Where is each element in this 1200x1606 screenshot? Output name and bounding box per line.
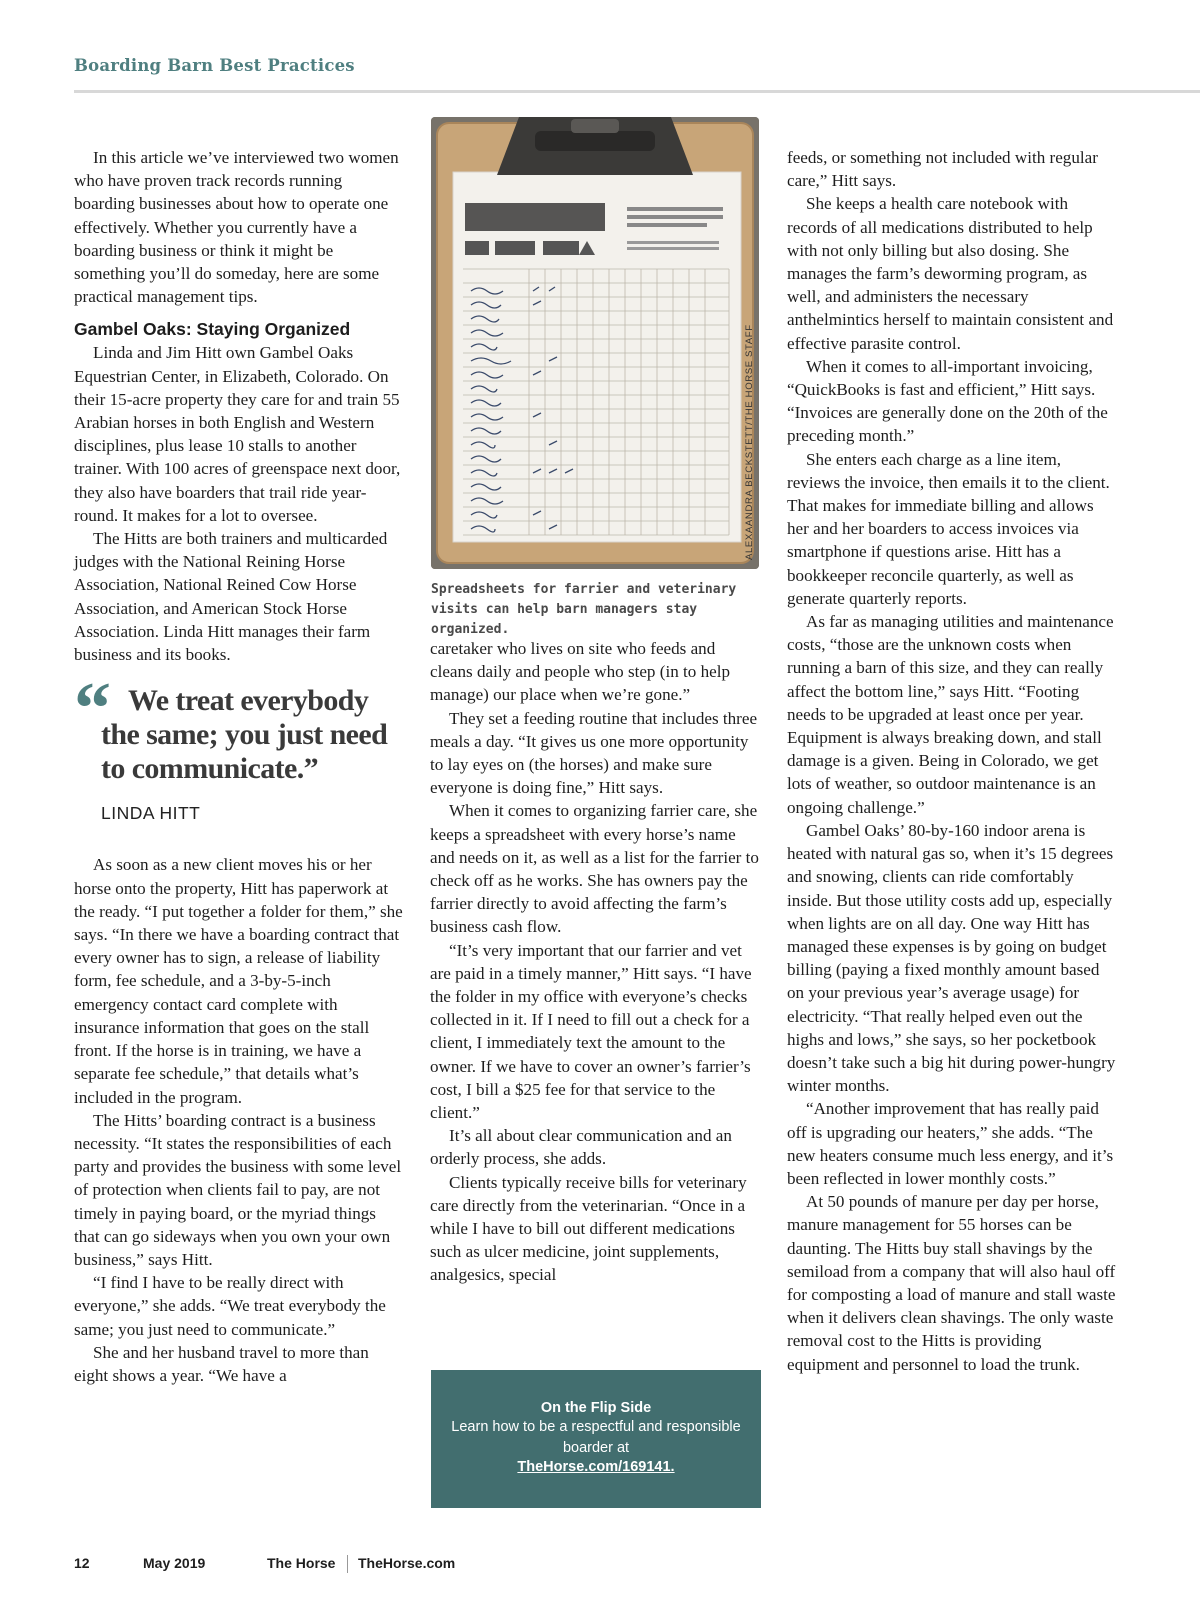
column-1 — [74, 146, 404, 1387]
flip-side-body: Learn how to be a respectful and responsible boarder at — [451, 1419, 741, 1456]
body-paragraph: Gambel Oaks’ 80-by-160 indoor arena is heated with natural gas so, when it’s 15 degrees and snowing, clients can ride comfortably inside. But those utility costs add up, especially when lights are on all day. One way Hitt has managed these expenses is by going on budget billing (paying a fixed monthly amount based on your previous year’s average usage) for electricity. “That really helped even out the highs and lows,” she says, so her pocketbook doesn’t take such a big hit during power-hungry winter months. — [787, 820, 1116, 1096]
pull-quote — [74, 668, 404, 825]
body-paragraph: feeds, or something not included with regular care,” Hitt says. — [787, 148, 1098, 191]
body-paragraph: At 50 pounds of manure per day per horse, manure management for 55 horses can be daunting. The Hitts buy stall shavings by the semiload from a company that will also haul off for composting a load of manure and stall waste when it delivers clean shavings. The only waste removal cost to the Hitts is providing equipment and personnel to load the trunk. — [787, 1192, 1116, 1374]
body-paragraph: When it comes to all-important invoicing, “QuickBooks is fast and efficient,” Hitt says. “Invoices are generally done on the 20th of the preceding month.” — [787, 356, 1108, 446]
publication-website[interactable]: TheHorse.com — [358, 1555, 456, 1571]
body-paragraph: They set a feeding routine that includes three meals a day. “It gives us one more opportunity to lay eyes on (the horses) and make sure everyone is doing fine,” Hitt says. — [430, 708, 758, 798]
header-rule — [74, 90, 1200, 93]
body-paragraph: “Another improvement that has really paid off is upgrading our heaters,” she adds. “The new heaters consume much less energy, and it’s been reflected in lower monthly costs.” — [787, 1099, 1114, 1188]
page-number: 12 — [74, 1555, 90, 1571]
body-paragraph: The Hitts are both trainers and multicarded judges with the National Reining Horse Association, National Reined Cow Horse Association, and American Stock Horse Association. Linda Hitt manages their farm business and its books. — [74, 529, 388, 665]
flip-side-title: On the Flip Side — [540, 1400, 652, 1416]
body-paragraph: She enters each charge as a line item, reviews the invoice, then emails it to the client. That makes for immediate billing and allows her and her boarders to access invoices via smartphone if questions arise. Hitt has a bookkeeper reconcile quarterly, as well as generate quarterly reports. — [787, 449, 1110, 608]
photo-credit: ALEXAANDRA BECKSTETT/THE HORSE STAFF — [744, 324, 755, 560]
issue-date: May 2019 — [143, 1555, 206, 1571]
body-paragraph: As far as managing utilities and maintenance costs, “those are the unknown costs when running a barn of this size, and they can really affect the bottom line,” says Hitt. “Footing needs to be upgraded at least once per year. Equipment is always breaking down, and stall damage is a given. Being in Colorado, we get lots of weather, so outdoor maintenance is an ongoing challenge.” — [787, 612, 1114, 817]
section-title: Boarding Barn Best Practices — [74, 56, 355, 75]
quote-mark-icon: “ — [74, 668, 111, 751]
pull-quote-attribution: LINDA HITT — [101, 803, 201, 824]
body-paragraph: When it comes to organizing farrier care, she keeps a spreadsheet with every horse’s name and needs on it, as well as a list for the farrier to check off as he works. She has owners pay the farrier directly to avoid affecting the farm’s business cash flow. — [430, 801, 759, 937]
body-paragraph: “It’s very important that our farrier and vet are paid in a timely manner,” Hitt says. “I have the folder in my office with everyone’s checks collected in it. If I need to fill out a check for a client, I immediately text the amount to the owner. If we have to cover an owner’s farrier’s cost, I bill a $25 fee for that service to the client.” — [430, 940, 752, 1123]
flip-side-link[interactable]: TheHorse.com/169141. — [517, 1459, 675, 1475]
flip-side-box — [431, 1370, 761, 1508]
body-paragraph: caretaker who lives on site who feeds and cleans daily and people who step (in to help manage) our place when we’re gone.” — [430, 639, 731, 705]
body-paragraph: Linda and Jim Hitt own Gambel Oaks Equestrian Center, in Elizabeth, Colorado. On their 15-acre property they care for and train 55 Arabian horses in both English and Western disciplines, plus lease 10 stalls to another trainer. With 100 acres of greenspace next door, they also have boarders that trail ride year-round. It makes for a lot to oversee. — [74, 343, 401, 525]
body-paragraph: She and her husband travel to more than eight shows a year. “We have a — [74, 1342, 369, 1385]
photo-caption: Spreadsheets for farrier and veterinary visits can help barn managers stay organized. — [431, 582, 737, 637]
body-paragraph: Clients typically receive bills for veterinary care directly from the veterinarian. “Once in a while I have to bill out different medications such as ulcer medicine, joint supplements, analgesics, special — [430, 1172, 747, 1285]
body-paragraph: The Hitts’ boarding contract is a business necessity. “It states the responsibilities of each party and provides the business with some level of protection when clients fail to pay, are not timely in paying board, or the myriad things that can go sideways when you own your own business,” says Hitt. — [74, 1110, 402, 1269]
column-2 — [430, 637, 760, 1287]
column-3 — [787, 146, 1117, 1376]
shoeing-chart-photo — [431, 117, 759, 569]
footer-separator — [347, 1555, 348, 1573]
intro-paragraph: In this article we’ve interviewed two women who have proven track records running boarding businesses about how to operate one effectively. Whether you currently have a boarding business or think it might be something you’ll do someday, here are some practical management tips. — [74, 148, 399, 307]
body-paragraph: As soon as a new client moves his or her horse onto the property, Hitt has paperwork at the ready. “I put together a folder for them,” she says. “In there we have a boarding contract that every owner has to sign, a release of liability form, fee schedule, and a 3-by-5-inch emergency contact card complete with insurance information that goes on the stall front. If the horse is in training, we have a separate fee schedule,” that details what’s included in the program. — [74, 855, 403, 1107]
pull-quote-text: We treat everybody the same; you just need to communicate.” — [101, 684, 388, 786]
clipboard-illustration — [431, 117, 759, 569]
publication-name: The Horse — [267, 1555, 336, 1571]
body-paragraph: “I find I have to be really direct with everyone,” she adds. “We treat everybody the same; you just need to communicate.” — [74, 1273, 386, 1339]
subheading-gambel-oaks: Gambel Oaks: Staying Organized — [74, 319, 351, 340]
body-paragraph: She keeps a health care notebook with records of all medications distributed to help with not only billing but also dosing. She manages the farm’s deworming program, as well, and administers the necessary anthelmintics herself to maintain consistent and effective parasite control. — [787, 194, 1114, 353]
body-paragraph: It’s all about clear communication and an orderly process, she adds. — [430, 1126, 732, 1169]
